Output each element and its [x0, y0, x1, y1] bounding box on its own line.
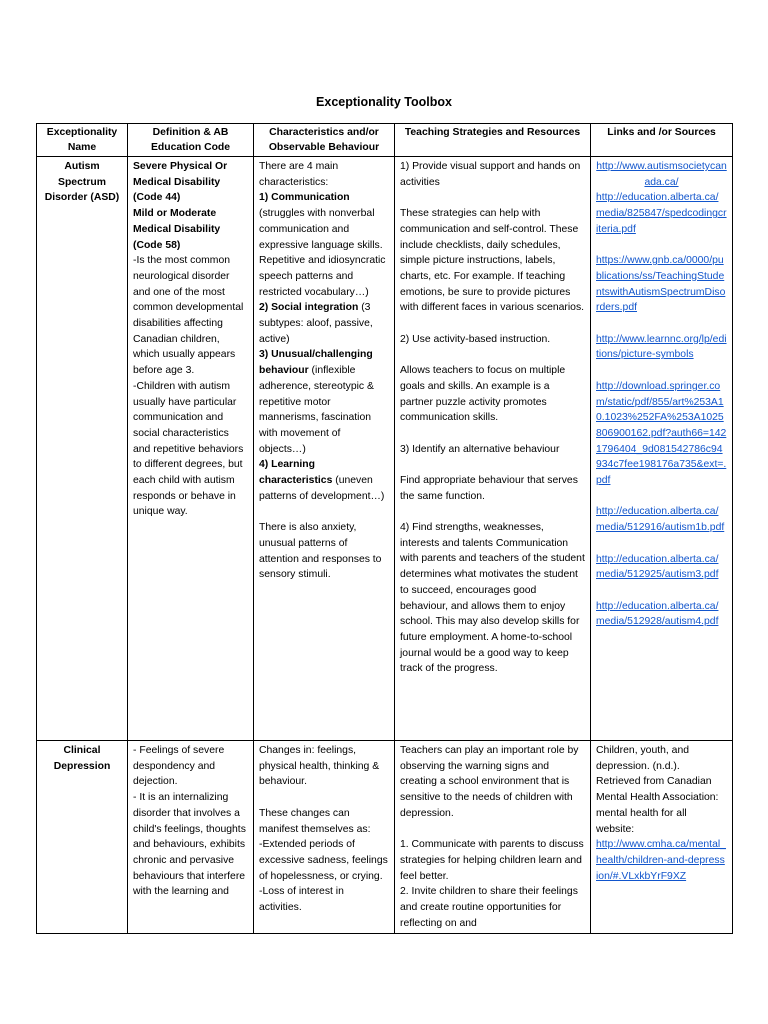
autism-link-7[interactable]: http://education.alberta.ca/media/512925/autism3.pdf [596, 553, 719, 581]
table-row-autism [37, 157, 733, 741]
header-links: Links and /or Sources [591, 124, 733, 157]
autism-link-5[interactable]: http://download.springer.com/static/pdf/855/art%253A10.1023%252FA%253A1025806900162.pdf?auth66=1421796404_9d081542786c94934c7fee198176a735&ext=.pdf [596, 380, 727, 487]
depression-strategy-intro: Teachers can play an important role by observing the warning signs and creating a school environment that is sensitive to the needs of children with depression. [400, 745, 579, 819]
header-characteristics: Characteristics and/or Observable Behaviour [254, 124, 395, 157]
autism-char2-title: 2) Social integration [259, 302, 359, 314]
table-row-depression [37, 741, 733, 934]
autism-char1-text: (struggles with nonverbal communication and expressive language skills. Repetitive and idiosyncratic speech patterns and restricted vocabulary…) [259, 208, 386, 298]
autism-strategy-1-desc: These strategies can help with communication and self-control. These include checklists, daily schedules, simple picture instructions, labels, charts, etc. For example. If teaching emotions, be sure to provide pictures with different faces in various scenarios. [400, 208, 585, 314]
exceptionality-table [36, 123, 733, 934]
autism-char4-title: 4) Learning characteristics [259, 459, 333, 487]
depression-def-text2: - It is an internalizing disorder that involves a child's feelings, thoughts and behaviours, exhibits chronic and pervasive behaviours that interfere with the learning and [133, 792, 246, 898]
page-title: Exceptionality Toolbox [316, 95, 452, 109]
depression-link-1[interactable]: http://www.cmha.ca/mental_health/children-and-depression/#.VLxkbYrF9XZ [596, 839, 726, 882]
autism-links [591, 157, 733, 741]
depression-links [591, 741, 733, 934]
depression-char-item2: -Loss of interest in activities. [259, 886, 344, 914]
autism-code-44: Severe Physical Or Medical Disability (Code 44) [133, 161, 228, 204]
depression-source-text: Children, youth, and depression. (n.d.). Retrieved from Canadian Mental Health Association: mental health for all website: [596, 745, 719, 835]
autism-def-text2: -Children with autism usually have particular communication and social characteristics and repetitive behaviors to different degrees, but each child with autism responds or behave in unique way. [133, 380, 244, 518]
depression-char-item1: -Extended periods of excessive sadness, feelings of hopelessness, or crying. [259, 839, 388, 882]
autism-strategy-2-desc: Allows teachers to focus on multiple goals and skills. An example is a partner puzzle activity promotes communication skills. [400, 365, 566, 424]
autism-name: Autism Spectrum Disorder (ASD) [37, 157, 128, 741]
autism-strategy-3-desc: Find appropriate behaviour that serves the same function. [400, 474, 578, 502]
depression-definition [128, 741, 254, 934]
autism-link-3[interactable]: https://www.gnb.ca/0000/publications/ss/TeachingStudentswithAutismSpectrumDisorders.pdf [596, 255, 726, 314]
autism-code-58: Mild or Moderate Medical Disability (Code 58) [133, 208, 221, 251]
autism-def-text1: -Is the most common neurological disorder and one of the most common developmental disabilities affecting Canadian children, which usually appears before age 3. [133, 255, 244, 377]
autism-strategy-2: 2) Use activity-based instruction. [400, 333, 551, 345]
depression-strategy-2: 2. Invite children to share their feelings and create routine opportunities for reflecting on and [400, 886, 578, 929]
autism-link-1[interactable]: http://www.autismsocietycanada.ca/ [596, 161, 727, 188]
autism-char1-title: 1) Communication [259, 192, 350, 204]
autism-char3-text: (inflexible adherence, stereotypic & repetitive motor mannerisms, fascination with movement of objects…) [259, 365, 374, 455]
autism-char2-text: (3 subtypes: aloof, passive, active) [259, 302, 373, 345]
autism-char4-text: (uneven patterns of development…) [259, 475, 385, 502]
depression-strategy-1: 1. Communicate with parents to discuss strategies for helping children learn and feel better. [400, 839, 584, 882]
autism-link-2[interactable]: http://education.alberta.ca/media/825847/spedcodingcriteria.pdf [596, 192, 727, 235]
autism-strategy-3: 3) Identify an alternative behaviour [400, 443, 560, 455]
header-definition: Definition & AB Education Code [128, 124, 254, 157]
autism-link-4[interactable]: http://www.learnnc.org/lp/editions/picture-symbols [596, 333, 727, 361]
depression-name: Clinical Depression [37, 741, 128, 934]
header-strategies: Teaching Strategies and Resources [395, 124, 591, 157]
table-header-row [37, 124, 733, 157]
autism-char-intro: There are 4 main characteristics: [259, 161, 339, 188]
header-name: Exceptionality Name [37, 124, 128, 157]
depression-char-text: These changes can manifest themselves as: [259, 807, 371, 835]
autism-definition [128, 157, 254, 741]
autism-strategy-1: 1) Provide visual support and hands on activities [400, 161, 581, 188]
autism-strategy-4: 4) Find strengths, weaknesses, interests and talents Communication with parents and teachers of the student determines what motivates the student to succeed, encourages good behaviour, and allows them to enjoy school. This may also develop skills for future employment. A home-to-school journal would be a good way to keep track of the progress. [400, 522, 585, 675]
autism-strategies [395, 157, 591, 741]
autism-char-extra: There is also anxiety, unusual patterns of attention and responses to sensory stimuli. [259, 522, 382, 581]
autism-characteristics [254, 157, 395, 741]
depression-strategies [395, 741, 591, 934]
autism-link-8[interactable]: http://education.alberta.ca/media/512928/autism4.pdf [596, 600, 719, 628]
depression-characteristics [254, 741, 395, 934]
depression-def-text1: - Feelings of severe despondency and dejection. [133, 745, 225, 788]
depression-char-intro: Changes in: feelings, physical health, thinking & behaviour. [259, 745, 380, 788]
autism-char3-title: 3) Unusual/challenging behaviour [259, 349, 373, 377]
autism-link-6[interactable]: http://education.alberta.ca/media/512916/autism1b.pdf [596, 506, 725, 534]
